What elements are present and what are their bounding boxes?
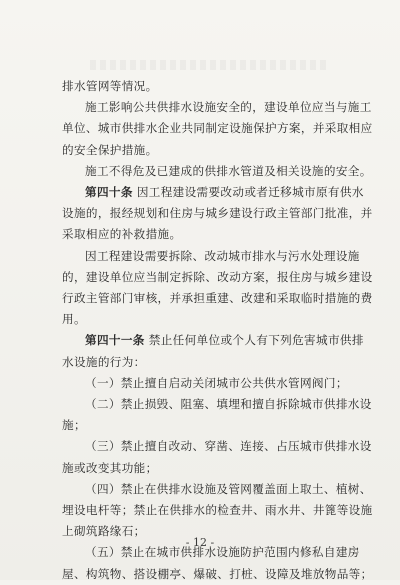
paragraph-text: （三）禁止擅自改动、穿凿、连接、占压城市供排水设施或改变其功能； bbox=[62, 439, 372, 475]
paragraph-text: 因工程建设需要改动或者迁移城市原有供水设施的，报经规划和住房与城乡建设行政主管部门批准，并采取相应的补救措施。 bbox=[62, 185, 373, 242]
paragraph-text: （二）禁止损毁、阻塞、填埋和擅自拆除城市供排水设施； bbox=[62, 397, 372, 433]
body-paragraph bbox=[62, 436, 374, 478]
body-paragraph bbox=[62, 479, 374, 543]
paragraph-text: 因工程建设需要拆除、改动城市排水与污水处理设施的，建设单位应当制定拆除、改动方案，报住房与城乡建设行政主管部门审核，并承担重建、改建和采取临时措施的费用。 bbox=[62, 248, 373, 327]
article-title: 第四十条 bbox=[85, 185, 133, 200]
paragraph-text: （一）禁止擅自启动关闭城市公共供水管网阀门； bbox=[85, 375, 348, 390]
article-paragraph bbox=[62, 330, 374, 372]
body-paragraph bbox=[62, 246, 374, 331]
page-number: - 12 - bbox=[185, 536, 215, 549]
body-paragraph bbox=[62, 97, 374, 161]
body-paragraph bbox=[62, 76, 374, 97]
body-paragraph bbox=[62, 161, 374, 182]
paragraph-text: 施工不得危及已建成的供排水管道及相关设施的安全。 bbox=[85, 163, 372, 178]
document-body bbox=[62, 76, 374, 585]
bleed-through-text bbox=[90, 60, 330, 70]
paragraph-text: （四）禁止在供排水设施及管网覆盖面上取土、植树、埋设电杆等；禁止在供排水的检查井、雨水井、井篦等设施上砌筑路缘石； bbox=[62, 481, 373, 539]
article-paragraph bbox=[62, 182, 374, 246]
paragraph-text: 禁止任何单位或个人有下列危害城市供排水设施的行为： bbox=[62, 333, 364, 369]
body-paragraph bbox=[62, 394, 374, 436]
paragraph-text: （五）禁止在城市供排水设施防护范围内修私自建房屋、构筑物、搭设棚亭、爆破、打桩、设障及堆放物品等； bbox=[62, 545, 373, 581]
paragraph-text: 施工影响公共供排水设施安全的，建设单位应当与施工单位、城市供排水企业共同制定设施保护方案，并采取相应的安全保护措施。 bbox=[62, 100, 373, 157]
body-paragraph bbox=[62, 373, 374, 394]
article-title: 第四十一条 bbox=[85, 333, 145, 348]
paragraph-text: 排水管网等情况。 bbox=[62, 79, 158, 93]
